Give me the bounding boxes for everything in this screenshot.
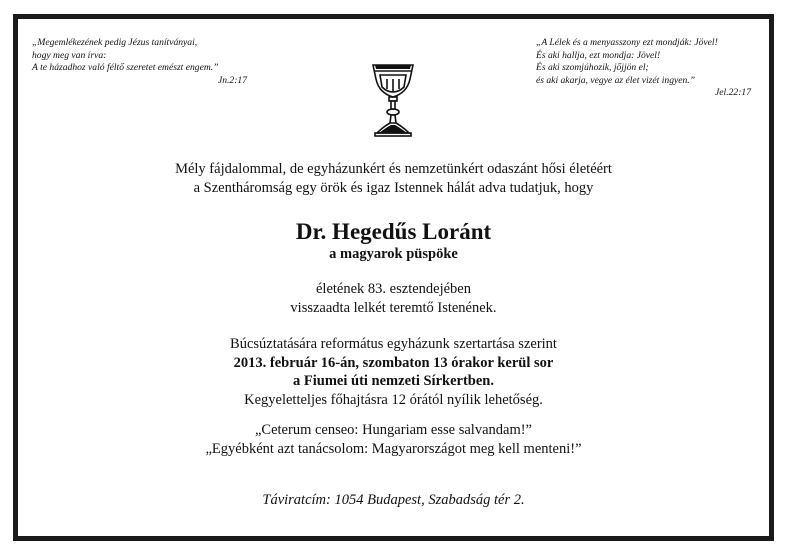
motto-latin: „Ceterum censeo: Hungariam esse salvandam!” (254, 422, 532, 438)
quote-left-line-1: „Megemlékezének pedig Jézus tanítványai, (32, 37, 198, 48)
motto (18, 421, 769, 459)
quote-left-line-3: A te házadhoz való féltő szeretet emészt engem.” (32, 62, 219, 74)
quote-right-line-1: „A Lélek és a menyasszony ezt mondják: Jövel! (536, 37, 718, 48)
age-text (18, 280, 769, 318)
intro-line-1: Mély fájdalommal, de egyházunkért és nemzetünkért odaszánt hősi életéért (175, 161, 612, 177)
quote-right-line-2: És aki hallja, ezt mondja: Jövel! (536, 49, 661, 61)
intro-line-2: a Szentháromság egy örök és igaz Istennek hálát adva tudatjuk, hogy (193, 180, 594, 196)
telegram-address: Táviratcím: 1054 Budapest, Szabadság tér 2. (262, 492, 525, 508)
obituary-card (13, 14, 774, 541)
funeral-date: 2013. február 16-án, szombaton 13 órakor kerül sor (233, 354, 554, 371)
quote-right-line-3: És aki szomjúhozik, jőjjön el; (536, 62, 649, 74)
quote-right-line-4: és aki akarja, vegye az élet vizét ingyen.” (536, 74, 696, 86)
funeral-line-4: Kegyeletteljes főhajtásra 12 órától nyílik lehetőség. (244, 391, 543, 408)
chalice-icon (367, 57, 419, 139)
intro-text (18, 160, 769, 198)
deceased-title: a magyarok püspöke (329, 246, 458, 262)
age-line-1: életének 83. esztendejében (316, 281, 471, 297)
deceased-name: Dr. Hegedűs Loránt (295, 219, 492, 244)
funeral-details (18, 335, 769, 409)
age-line-2: visszaadta lelkét teremtő Istenének. (290, 300, 497, 316)
quote-left-line-2: hogy meg van írva: (32, 49, 107, 61)
quote-left-reference: Jn.2:17 (217, 74, 247, 86)
motto-hungarian: „Egyébként azt tanácsolom: Magyarországot meg kell menteni!” (205, 441, 582, 457)
bible-quote-left (32, 37, 247, 87)
quote-right-reference: Jel.22:17 (715, 87, 751, 99)
bible-quote-right (536, 37, 751, 100)
funeral-location: a Fiumei úti nemzeti Sírkertben. (293, 373, 494, 389)
funeral-line-1: Búcsúztatására református egyházunk szertartása szerint (230, 336, 557, 352)
